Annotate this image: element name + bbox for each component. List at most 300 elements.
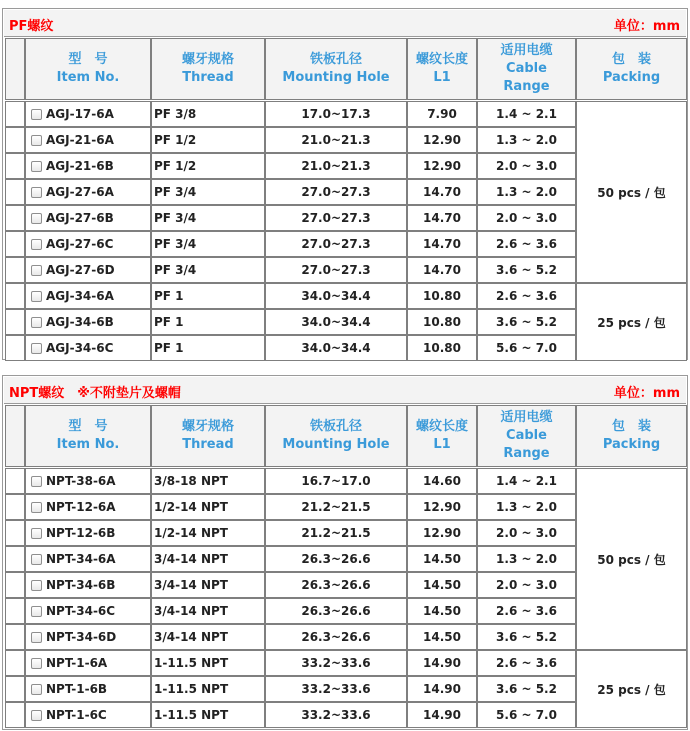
row-side-cell	[5, 468, 25, 494]
thread-value: PF 3/4	[154, 185, 197, 199]
item-cell	[25, 179, 151, 205]
mounting-hole-value: 33.2~33.6	[301, 682, 371, 696]
item-checkbox[interactable]	[31, 684, 42, 695]
item-checkbox[interactable]	[31, 528, 42, 539]
thread-value: PF 1/2	[154, 133, 197, 147]
thread-value: 3/4-14 NPT	[154, 552, 228, 566]
header-line: Mounting Hole	[282, 437, 390, 452]
mounting-hole-cell	[265, 520, 407, 546]
header-line: Packing	[602, 437, 661, 452]
item-cell	[25, 702, 151, 728]
item-number: AGJ-34-6C	[46, 341, 114, 355]
item-number: AGJ-27-6B	[46, 211, 114, 225]
item-cell	[25, 624, 151, 650]
cable-range-cell	[477, 179, 576, 205]
header-line: 螺牙规格	[181, 419, 234, 434]
mounting-hole-cell	[265, 676, 407, 702]
item-cell	[25, 650, 151, 676]
header-thread	[151, 38, 265, 100]
thread-cell	[151, 205, 265, 231]
thread-value: PF 3/4	[154, 211, 197, 225]
header-line: Range	[503, 79, 550, 94]
thread-cell	[151, 702, 265, 728]
length-cell	[407, 153, 477, 179]
mounting-hole-value: 34.0~34.4	[301, 289, 371, 303]
header-line: L1	[433, 70, 451, 85]
item-checkbox[interactable]	[31, 317, 42, 328]
item-checkbox[interactable]	[31, 213, 42, 224]
item-cell	[25, 598, 151, 624]
table-title: PF螺纹	[9, 19, 54, 34]
row-side-cell	[5, 127, 25, 153]
header-line: 型 号	[68, 52, 108, 67]
length-value: 14.70	[423, 237, 461, 251]
header-select-column	[5, 38, 25, 100]
thread-cell	[151, 676, 265, 702]
cable-range-cell	[477, 127, 576, 153]
item-checkbox[interactable]	[31, 502, 42, 513]
cable-range-cell	[477, 676, 576, 702]
length-cell	[407, 676, 477, 702]
item-cell	[25, 257, 151, 283]
length-cell	[407, 572, 477, 598]
length-cell	[407, 179, 477, 205]
header-packing	[576, 405, 687, 467]
header-line: Thread	[182, 70, 234, 85]
header-packing-text	[603, 51, 660, 87]
header-select-column	[5, 405, 25, 467]
row-side-cell	[5, 520, 25, 546]
packing-cell	[576, 650, 687, 728]
cable-range-cell	[477, 257, 576, 283]
thread-value: 3/4-14 NPT	[154, 630, 228, 644]
row-side-cell	[5, 572, 25, 598]
row-side-cell	[5, 335, 25, 361]
row-side-cell	[5, 546, 25, 572]
length-cell	[407, 257, 477, 283]
mounting-hole-value: 21.2~21.5	[301, 500, 371, 514]
length-cell	[407, 127, 477, 153]
thread-value: PF 1/2	[154, 159, 197, 173]
item-number: AGJ-21-6A	[46, 133, 114, 147]
mounting-hole-value: 27.0~27.3	[301, 263, 371, 277]
header-thread	[151, 405, 265, 467]
thread-cell	[151, 468, 265, 494]
thread-value: PF 3/4	[154, 263, 197, 277]
thread-value: 3/8-18 NPT	[154, 474, 228, 488]
mounting-hole-value: 16.7~17.0	[301, 474, 371, 488]
row-side-cell	[5, 179, 25, 205]
cable-range-cell	[477, 468, 576, 494]
thread-value: PF 1	[154, 341, 184, 355]
length-cell	[407, 520, 477, 546]
thread-value: 3/4-14 NPT	[154, 578, 228, 592]
cable-range-value: 3.6 ~ 5.2	[496, 263, 557, 277]
item-number: NPT-12-6B	[46, 526, 116, 540]
length-cell	[407, 624, 477, 650]
table-title-bar	[4, 377, 686, 404]
header-cable-range-text	[500, 409, 552, 463]
item-checkbox[interactable]	[31, 161, 42, 172]
item-checkbox[interactable]	[31, 476, 42, 487]
length-value: 14.50	[423, 630, 461, 644]
length-value: 12.90	[423, 526, 461, 540]
length-cell	[407, 283, 477, 309]
cable-range-cell	[477, 494, 576, 520]
header-mounting-hole-text	[282, 51, 389, 87]
length-value: 14.50	[423, 578, 461, 592]
mounting-hole-cell	[265, 231, 407, 257]
mounting-hole-value: 21.0~21.3	[301, 133, 371, 147]
header-line: Thread	[182, 437, 234, 452]
unit-label: 单位：mm	[613, 19, 680, 34]
thread-value: 1-11.5 NPT	[154, 656, 229, 670]
header-line: 适用电缆	[500, 43, 553, 58]
item-cell	[25, 153, 151, 179]
cable-range-value: 5.6 ~ 7.0	[496, 341, 557, 355]
cable-range-cell	[477, 702, 576, 728]
packing-value: 50 pcs / 包	[597, 552, 666, 567]
length-value: 12.90	[423, 133, 461, 147]
unit-label: 单位：mm	[613, 386, 680, 401]
header-line: L1	[433, 437, 451, 452]
header-mounting-hole-text	[282, 418, 389, 454]
cable-range-value: 1.3 ~ 2.0	[496, 185, 557, 199]
cable-range-value: 2.6 ~ 3.6	[496, 289, 557, 303]
item-checkbox[interactable]	[31, 658, 42, 669]
item-cell	[25, 231, 151, 257]
item-number: NPT-1-6B	[46, 682, 108, 696]
cable-range-value: 2.0 ~ 3.0	[496, 526, 557, 540]
cable-range-value: 1.4 ~ 2.1	[496, 107, 557, 121]
cable-range-value: 1.3 ~ 2.0	[496, 500, 557, 514]
item-checkbox[interactable]	[31, 265, 42, 276]
cable-range-cell	[477, 546, 576, 572]
row-side-cell	[5, 650, 25, 676]
length-value: 12.90	[423, 159, 461, 173]
item-checkbox[interactable]	[31, 343, 42, 354]
mounting-hole-cell	[265, 179, 407, 205]
cable-range-cell	[477, 624, 576, 650]
header-line: Cable	[506, 428, 547, 443]
item-number: NPT-12-6A	[46, 500, 116, 514]
header-thread-text	[182, 51, 234, 87]
header-line: Cable	[506, 61, 547, 76]
item-checkbox[interactable]	[31, 606, 42, 617]
thread-value: PF 3/8	[154, 107, 197, 121]
thread-cell	[151, 153, 265, 179]
header-packing-text	[603, 418, 660, 454]
length-cell	[407, 205, 477, 231]
item-number: AGJ-27-6D	[46, 263, 115, 277]
pf-thread-table	[2, 8, 688, 360]
length-cell	[407, 650, 477, 676]
cable-range-cell	[477, 205, 576, 231]
item-number: NPT-34-6C	[46, 604, 116, 618]
mounting-hole-value: 17.0~17.3	[301, 107, 371, 121]
mounting-hole-cell	[265, 650, 407, 676]
item-number: NPT-34-6B	[46, 578, 116, 592]
length-cell	[407, 309, 477, 335]
packing-cell	[576, 101, 687, 283]
mounting-hole-value: 21.0~21.3	[301, 159, 371, 173]
length-value: 7.90	[427, 107, 457, 121]
thread-cell	[151, 231, 265, 257]
cable-range-value: 1.3 ~ 2.0	[496, 552, 557, 566]
mounting-hole-cell	[265, 205, 407, 231]
length-cell	[407, 231, 477, 257]
header-line: Mounting Hole	[282, 70, 390, 85]
header-packing	[576, 38, 687, 100]
length-cell	[407, 101, 477, 127]
packing-value: 25 pcs / 包	[597, 315, 666, 330]
cable-range-value: 2.6 ~ 3.6	[496, 237, 557, 251]
length-value: 14.70	[423, 185, 461, 199]
item-number: AGJ-21-6B	[46, 159, 114, 173]
header-cable-range-text	[500, 42, 552, 96]
mounting-hole-cell	[265, 624, 407, 650]
item-cell	[25, 101, 151, 127]
thread-value: 1-11.5 NPT	[154, 682, 229, 696]
mounting-hole-value: 26.3~26.6	[301, 552, 371, 566]
length-value: 10.80	[423, 315, 461, 329]
length-value: 14.90	[423, 656, 461, 670]
item-cell	[25, 572, 151, 598]
thread-value: 1-11.5 NPT	[154, 708, 229, 722]
thread-cell	[151, 572, 265, 598]
length-value: 14.90	[423, 682, 461, 696]
thread-value: PF 3/4	[154, 237, 197, 251]
cable-range-value: 2.6 ~ 3.6	[496, 604, 557, 618]
row-side-cell	[5, 101, 25, 127]
item-checkbox[interactable]	[31, 291, 42, 302]
item-checkbox[interactable]	[31, 710, 42, 721]
thread-cell	[151, 650, 265, 676]
length-cell	[407, 335, 477, 361]
mounting-hole-value: 26.3~26.6	[301, 630, 371, 644]
row-side-cell	[5, 702, 25, 728]
header-line: Item No.	[56, 70, 120, 85]
mounting-hole-cell	[265, 283, 407, 309]
item-cell	[25, 520, 151, 546]
length-value: 14.70	[423, 263, 461, 277]
thread-cell	[151, 494, 265, 520]
thread-cell	[151, 335, 265, 361]
header-line: 铁板孔径	[309, 52, 362, 67]
item-checkbox[interactable]	[31, 109, 42, 120]
cable-range-value: 3.6 ~ 5.2	[496, 315, 557, 329]
cable-range-value: 2.0 ~ 3.0	[496, 159, 557, 173]
thread-cell	[151, 257, 265, 283]
header-thread-text	[182, 418, 234, 454]
item-number: NPT-38-6A	[46, 474, 116, 488]
thread-value: 1/2-14 NPT	[154, 526, 228, 540]
item-checkbox[interactable]	[31, 239, 42, 250]
cable-range-value: 3.6 ~ 5.2	[496, 682, 557, 696]
mounting-hole-cell	[265, 494, 407, 520]
mounting-hole-cell	[265, 546, 407, 572]
row-side-cell	[5, 257, 25, 283]
mounting-hole-value: 21.2~21.5	[301, 526, 371, 540]
thread-cell	[151, 520, 265, 546]
thread-value: PF 1	[154, 315, 184, 329]
item-checkbox[interactable]	[31, 580, 42, 591]
mounting-hole-cell	[265, 335, 407, 361]
length-cell	[407, 546, 477, 572]
mounting-hole-value: 26.3~26.6	[301, 578, 371, 592]
mounting-hole-cell	[265, 702, 407, 728]
header-item-no-text	[57, 418, 120, 454]
item-cell	[25, 676, 151, 702]
cable-range-cell	[477, 231, 576, 257]
header-line: 螺纹长度	[415, 419, 468, 434]
header-length-text	[416, 418, 468, 454]
item-cell	[25, 494, 151, 520]
thread-cell	[151, 101, 265, 127]
cable-range-value: 5.6 ~ 7.0	[496, 708, 557, 722]
mounting-hole-cell	[265, 101, 407, 127]
cable-range-value: 1.3 ~ 2.0	[496, 133, 557, 147]
length-value: 14.90	[423, 708, 461, 722]
mounting-hole-value: 27.0~27.3	[301, 185, 371, 199]
thread-cell	[151, 283, 265, 309]
item-number: AGJ-27-6A	[46, 185, 114, 199]
mounting-hole-cell	[265, 572, 407, 598]
mounting-hole-cell	[265, 309, 407, 335]
thread-value: 3/4-14 NPT	[154, 604, 228, 618]
header-length	[407, 38, 477, 100]
mounting-hole-cell	[265, 598, 407, 624]
item-checkbox[interactable]	[31, 187, 42, 198]
npt-thread-table	[2, 375, 688, 730]
item-number: AGJ-27-6C	[46, 237, 114, 251]
item-number: AGJ-34-6A	[46, 289, 114, 303]
cable-range-cell	[477, 598, 576, 624]
thread-cell	[151, 598, 265, 624]
mounting-hole-cell	[265, 153, 407, 179]
item-checkbox[interactable]	[31, 135, 42, 146]
thread-value: PF 1	[154, 289, 184, 303]
row-side-cell	[5, 598, 25, 624]
item-cell	[25, 127, 151, 153]
item-checkbox[interactable]	[31, 632, 42, 643]
packing-value: 50 pcs / 包	[597, 185, 666, 200]
header-cable-range	[477, 405, 576, 467]
length-cell	[407, 494, 477, 520]
length-value: 12.90	[423, 500, 461, 514]
header-item-no	[25, 405, 151, 467]
row-side-cell	[5, 309, 25, 335]
item-number: NPT-34-6A	[46, 552, 116, 566]
header-line: 包 装	[611, 52, 651, 67]
item-checkbox[interactable]	[31, 554, 42, 565]
cable-range-value: 2.0 ~ 3.0	[496, 211, 557, 225]
header-line: 螺纹长度	[415, 52, 468, 67]
length-cell	[407, 702, 477, 728]
cable-range-cell	[477, 335, 576, 361]
header-item-no-text	[57, 51, 120, 87]
row-side-cell	[5, 153, 25, 179]
header-line: 适用电缆	[500, 410, 553, 425]
length-value: 10.80	[423, 289, 461, 303]
header-line: 螺牙规格	[181, 52, 234, 67]
item-cell	[25, 335, 151, 361]
header-line: Item No.	[56, 437, 120, 452]
row-side-cell	[5, 676, 25, 702]
length-cell	[407, 598, 477, 624]
mounting-hole-cell	[265, 257, 407, 283]
packing-value: 25 pcs / 包	[597, 682, 666, 697]
thread-cell	[151, 309, 265, 335]
item-number: NPT-1-6A	[46, 656, 108, 670]
header-line: 包 装	[611, 419, 651, 434]
mounting-hole-value: 27.0~27.3	[301, 211, 371, 225]
length-cell	[407, 468, 477, 494]
mounting-hole-cell	[265, 468, 407, 494]
cable-range-value: 2.6 ~ 3.6	[496, 656, 557, 670]
mounting-hole-value: 27.0~27.3	[301, 237, 371, 251]
length-value: 14.50	[423, 604, 461, 618]
cable-range-cell	[477, 101, 576, 127]
mounting-hole-value: 33.2~33.6	[301, 708, 371, 722]
mounting-hole-value: 34.0~34.4	[301, 315, 371, 329]
header-line: Packing	[602, 70, 661, 85]
item-cell	[25, 283, 151, 309]
table-title-bar	[4, 10, 686, 37]
thread-cell	[151, 546, 265, 572]
cable-range-cell	[477, 650, 576, 676]
thread-value: 1/2-14 NPT	[154, 500, 228, 514]
packing-cell	[576, 283, 687, 361]
item-number: AGJ-34-6B	[46, 315, 114, 329]
length-value: 14.60	[423, 474, 461, 488]
item-cell	[25, 546, 151, 572]
header-line: 型 号	[68, 419, 108, 434]
item-number: AGJ-17-6A	[46, 107, 114, 121]
row-side-cell	[5, 231, 25, 257]
item-number: NPT-1-6C	[46, 708, 107, 722]
mounting-hole-value: 26.3~26.6	[301, 604, 371, 618]
cable-range-value: 3.6 ~ 5.2	[496, 630, 557, 644]
header-mounting-hole	[265, 38, 407, 100]
length-value: 10.80	[423, 341, 461, 355]
table-title: NPT螺纹 ※不附垫片及螺帽	[9, 386, 181, 401]
cable-range-value: 1.4 ~ 2.1	[496, 474, 557, 488]
thread-cell	[151, 179, 265, 205]
header-mounting-hole	[265, 405, 407, 467]
item-cell	[25, 309, 151, 335]
header-item-no	[25, 38, 151, 100]
length-value: 14.70	[423, 211, 461, 225]
header-cable-range	[477, 38, 576, 100]
packing-cell	[576, 468, 687, 650]
cable-range-cell	[477, 153, 576, 179]
thread-cell	[151, 127, 265, 153]
row-side-cell	[5, 283, 25, 309]
item-cell	[25, 468, 151, 494]
header-length-text	[416, 51, 468, 87]
mounting-hole-cell	[265, 127, 407, 153]
row-side-cell	[5, 205, 25, 231]
row-side-cell	[5, 624, 25, 650]
mounting-hole-value: 33.2~33.6	[301, 656, 371, 670]
header-length	[407, 405, 477, 467]
cable-range-value: 2.0 ~ 3.0	[496, 578, 557, 592]
item-cell	[25, 205, 151, 231]
length-value: 14.50	[423, 552, 461, 566]
cable-range-cell	[477, 520, 576, 546]
cable-range-cell	[477, 309, 576, 335]
